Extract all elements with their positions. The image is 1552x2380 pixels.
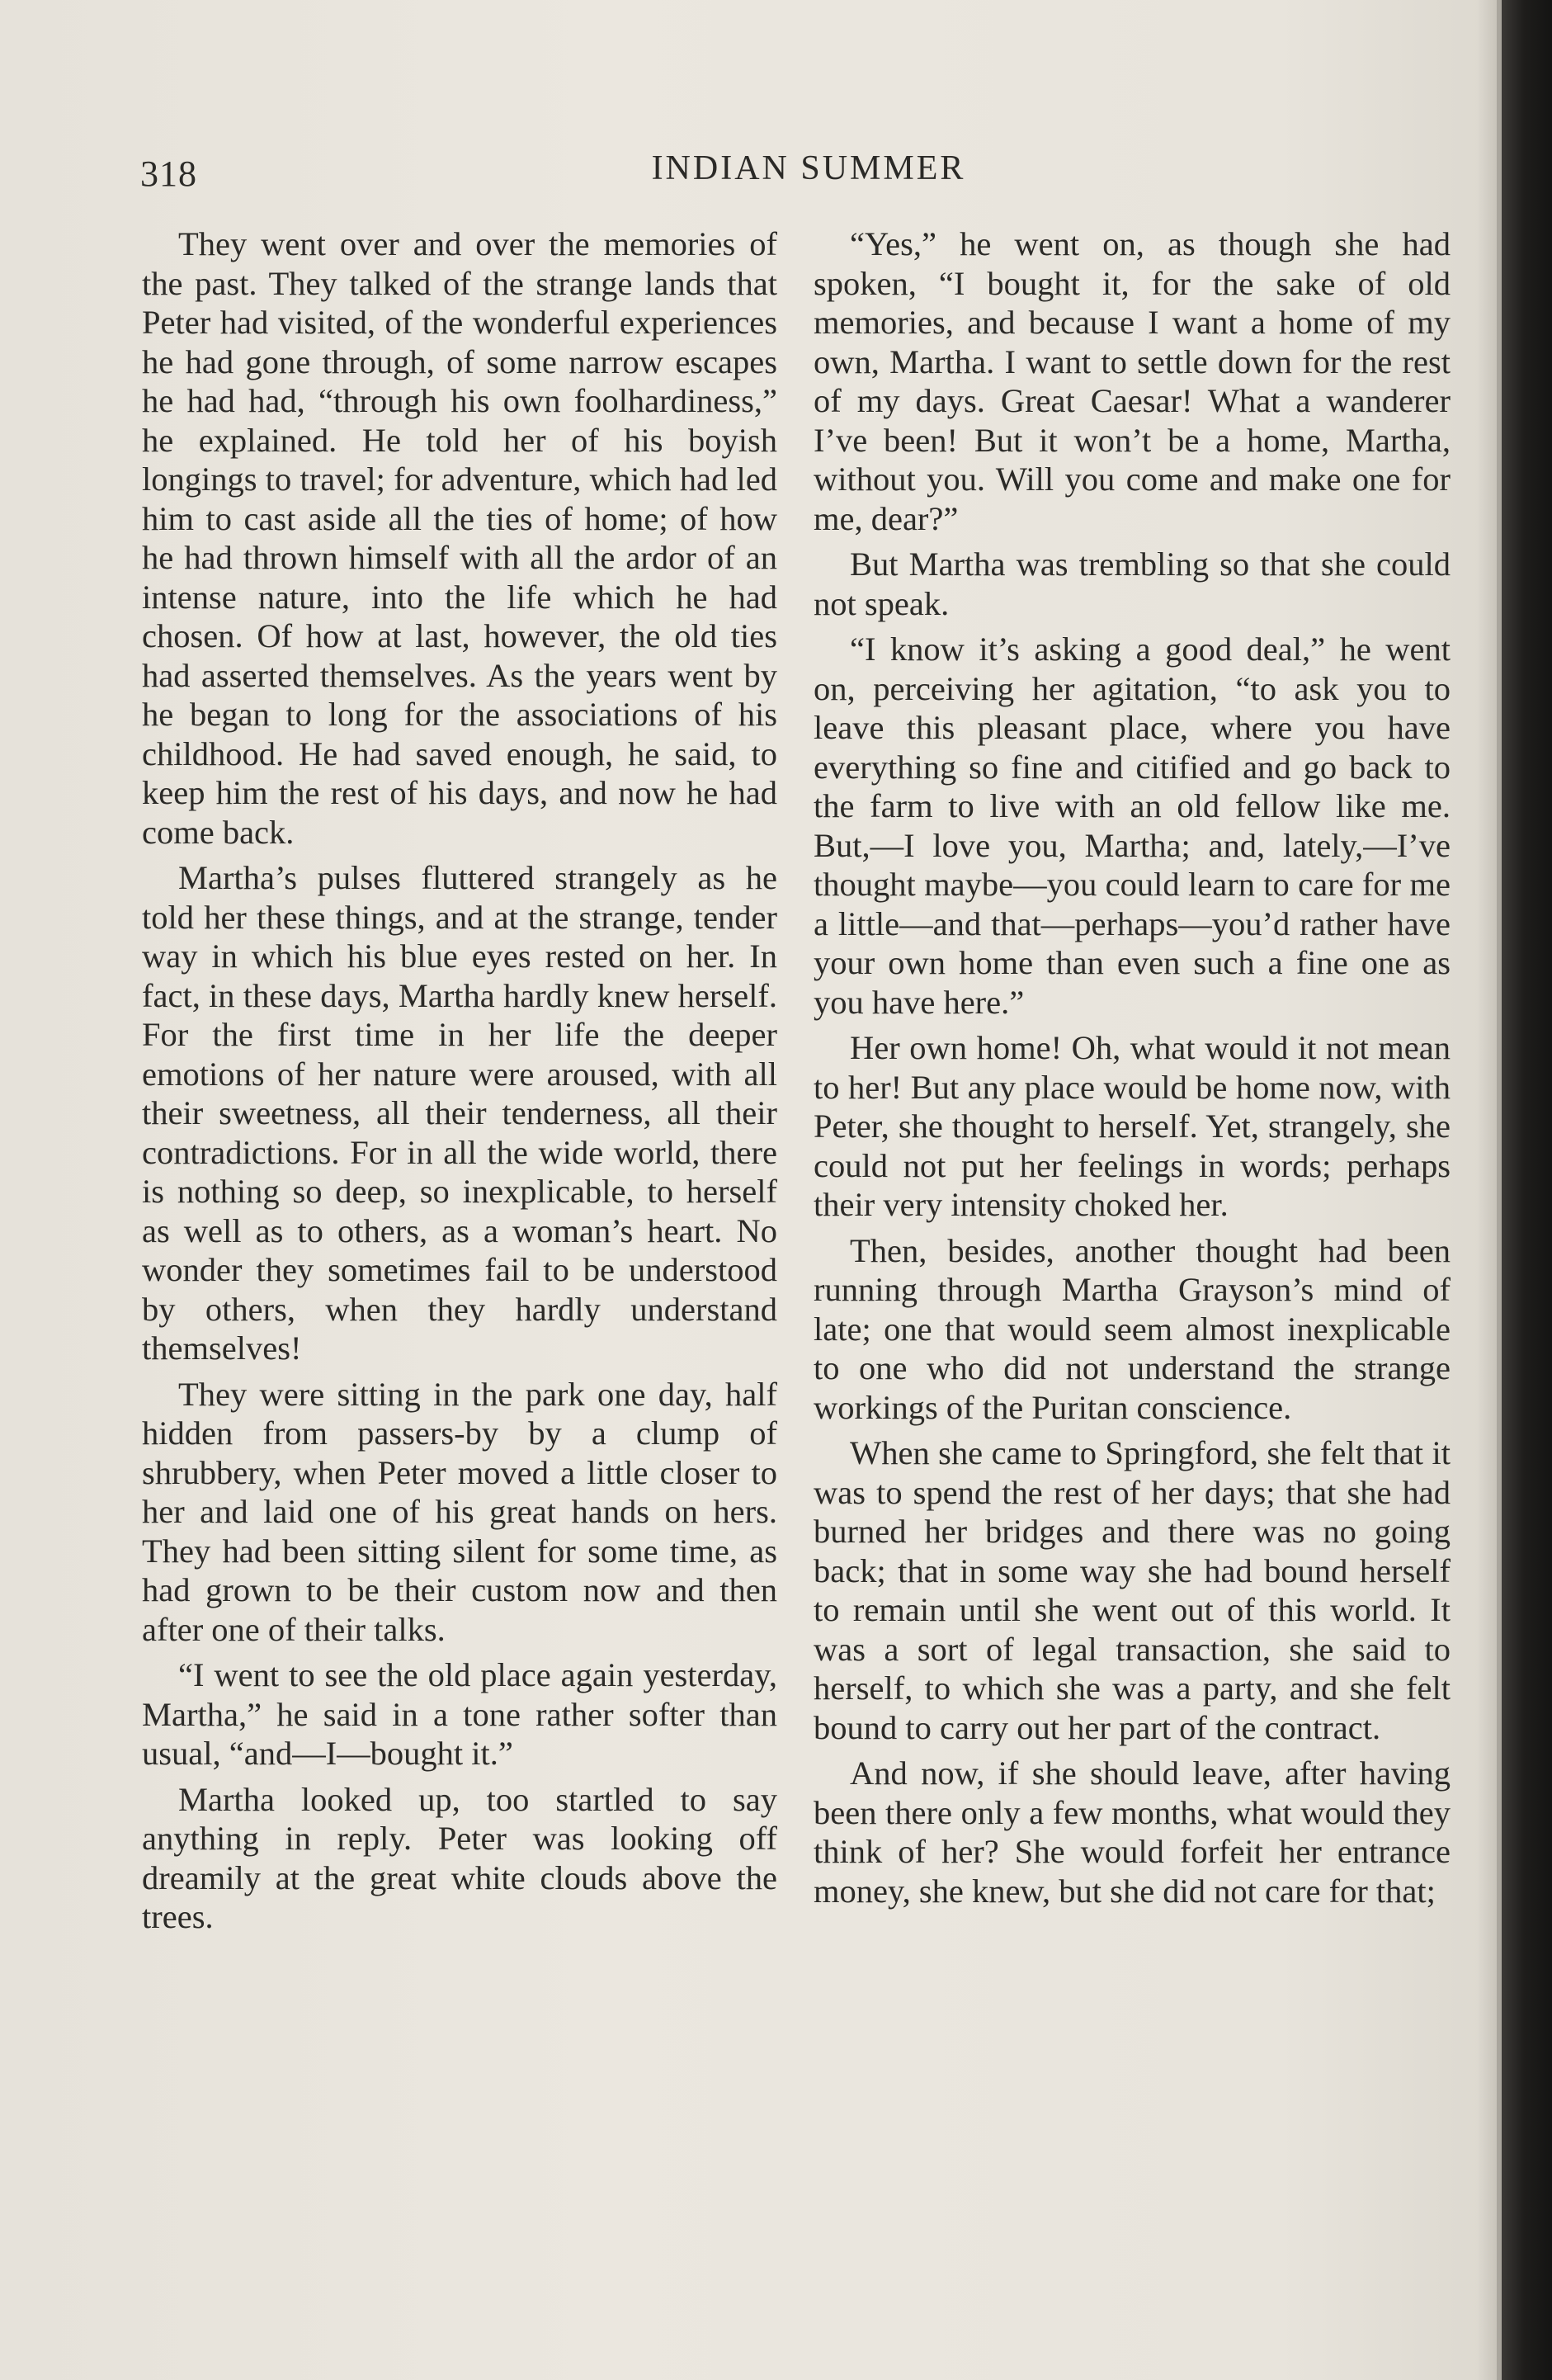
- paragraph: “Yes,” he went on, as though she had spoken, “I bought it, for the sake of old memories, and because I want a home of my own, Martha. I want to settle down for the rest of my days. Great Caesar! What a wanderer I’ve been! But it won’t be a home, Martha, without you. Will you come and make one for me, dear?”: [814, 225, 1451, 537]
- paragraph: Then, besides, another thought had been running through Martha Grayson’s mind of late; one that would seem almost inexplicable to one who did not understand the strange workings of the Puritan conscience.: [814, 1231, 1451, 1426]
- left-column: [142, 224, 777, 1943]
- paragraph: “I went to see the old place again yesterday, Martha,” he said in a tone rather softer than usual, “and—I—bought it.”: [142, 1656, 777, 1772]
- book-spine: [1502, 0, 1552, 2380]
- paragraph: Martha’s pulses fluttered strangely as he told her these things, and at the strange, tender way in which his blue eyes rested on her. In fact, in these days, Martha hardly knew herself. For the first time in her life the deeper emotions of her nature were aroused, with all their sweetness, all their tenderness, all their contradictions. For in all the wide world, there is nothing so deep, so inexplicable, to herself as well as to others, as a woman’s heart. No wonder they sometimes fail to be understood by others, when they hardly understand themselves!: [142, 859, 777, 1367]
- paragraph: They were sitting in the park one day, half hidden from passers-by by a clump of shrubbery, when Peter moved a little closer to her and laid one of his great hands on hers. They had been sitting silent for some time, as had grown to be their custom now and then after one of their talks.: [142, 1375, 777, 1648]
- right-column: [814, 224, 1451, 1917]
- paragraph: And now, if she should leave, after having been there only a few months, what would they think of her? She would forfeit her entrance money, she knew, but she did not care for that;: [814, 1754, 1451, 1910]
- paragraph: They went over and over the memories of the past. They talked of the strange lands that Peter had visited, of the wonderful experiences he had gone through, of some narrow escapes he had had, “through his own foolhardiness,” he explained. He told her of his boyish longings to travel; for adventure, which had led him to cast aside all the ties of home; of how he had thrown himself with all the ardor of an intense nature, into the life which he had chosen. Of how at last, however, the old ties had asserted themselves. As the years went by he began to long for the associations of his childhood. He had saved enough, he said, to keep him the rest of his days, and now he had come back.: [142, 225, 777, 851]
- paragraph: When she came to Springford, she felt that it was to spend the rest of her days; that she had burned her bridges and there was no going back; that in some way she had bound herself to remain until she went out of this world. It was a sort of legal transaction, she said to herself, to which she was a party, and she felt bound to carry out her part of the contract.: [814, 1434, 1451, 1746]
- page-number: 318: [140, 153, 197, 194]
- paragraph: Her own home! Oh, what would it not mean to her! But any place would be home now, with Peter, she thought to herself. Yet, strangely, she could not put her feelings in words; perhaps their very intensity choked her.: [814, 1029, 1451, 1223]
- paragraph: But Martha was trembling so that she could not speak.: [814, 545, 1451, 622]
- running-title: INDIAN SUMMER: [651, 149, 966, 187]
- paragraph: “I know it’s asking a good deal,” he went on, perceiving her agitation, “to ask you to leave this pleasant place, where you have everything so fine and citified and go back to the farm to live with an old fellow like me. But,—I love you, Martha; and, lately,—I’ve thought maybe—you could learn to care for me a little—and that—perhaps—you’d rather have your own home than even such a fine one as you have here.”: [814, 630, 1451, 1021]
- paragraph: Martha looked up, too startled to say anything in reply. Peter was looking off dreamily at the great white clouds above the trees.: [142, 1780, 777, 1935]
